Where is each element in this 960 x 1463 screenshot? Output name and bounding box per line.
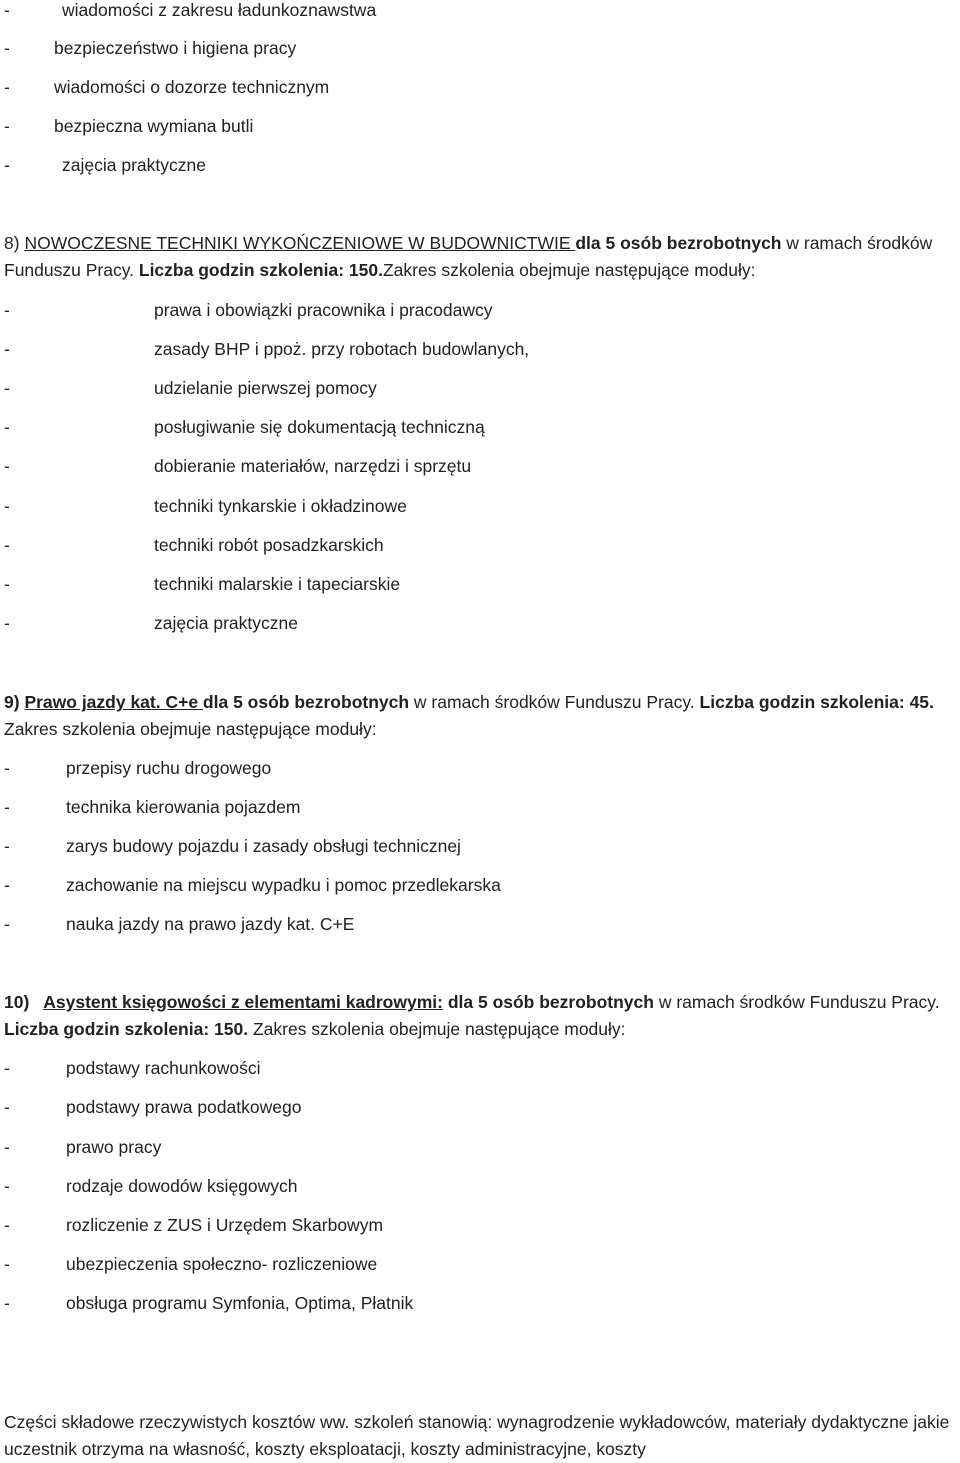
list-bullet: - bbox=[4, 378, 10, 398]
course-hours: Liczba godzin szkolenia: 45. bbox=[699, 692, 934, 712]
list-bullet: - bbox=[4, 1058, 10, 1078]
list-bullet: - bbox=[4, 797, 10, 817]
list-bullet: - bbox=[4, 535, 10, 555]
section-8-heading bbox=[4, 230, 960, 284]
section-9-heading bbox=[4, 689, 960, 743]
list-bullet: - bbox=[4, 0, 10, 20]
list-bullet: - bbox=[4, 1293, 10, 1313]
course-title: Asystent księgowości z elementami kadrowymi: bbox=[43, 992, 443, 1012]
course-scope: Zakres szkolenia obejmuje następujące moduły: bbox=[4, 719, 377, 739]
list-item: obsługa programu Symfonia, Optima, Płatnik bbox=[66, 1293, 414, 1313]
course-scope: Zakres szkolenia obejmuje następujące moduły: bbox=[248, 1019, 626, 1039]
course-target: dla 5 osób bezrobotnych bbox=[442, 992, 654, 1012]
course-scope: Zakres szkolenia obejmuje następujące moduły: bbox=[382, 260, 756, 280]
list-bullet: - bbox=[4, 836, 10, 856]
course-funding: w ramach środków Funduszu Pracy. bbox=[4, 233, 933, 280]
list-item: zachowanie na miejscu wypadku i pomoc przedlekarska bbox=[66, 875, 501, 895]
section-number: 10) bbox=[4, 992, 44, 1012]
list-bullet: - bbox=[4, 1215, 10, 1235]
list-item: dobieranie materiałów, narzędzi i sprzętu bbox=[154, 456, 472, 476]
list-item: nauka jazdy na prawo jazdy kat. C+E bbox=[66, 914, 355, 934]
list-item: ubezpieczenia społeczno- rozliczeniowe bbox=[66, 1254, 378, 1274]
list-bullet: - bbox=[4, 300, 10, 320]
list-item: udzielanie pierwszej pomocy bbox=[154, 378, 377, 398]
list-item: wiadomości o dozorze technicznym bbox=[54, 77, 330, 97]
list-item: zasady BHP i ppoż. przy robotach budowlanych, bbox=[154, 339, 530, 359]
section-10-heading bbox=[4, 989, 960, 1043]
course-funding: w ramach środków Funduszu Pracy. bbox=[653, 992, 940, 1012]
list-bullet: - bbox=[4, 339, 10, 359]
list-bullet: - bbox=[4, 574, 10, 594]
list-item: bezpieczna wymiana butli bbox=[54, 116, 254, 136]
course-funding: w ramach środków Funduszu Pracy. bbox=[409, 692, 700, 712]
list-item: techniki malarskie i tapeciarskie bbox=[154, 574, 401, 594]
list-bullet: - bbox=[4, 417, 10, 437]
list-item: techniki robót posadzkarskich bbox=[154, 535, 384, 555]
list-item: rodzaje dowodów księgowych bbox=[66, 1176, 298, 1196]
course-title: NOWOCZESNE TECHNIKI WYKOŃCZENIOWE W BUDOWNICTWIE bbox=[24, 233, 576, 253]
section-number: 9) bbox=[4, 692, 25, 712]
list-bullet: - bbox=[4, 1137, 10, 1157]
list-item: zajęcia praktyczne bbox=[62, 155, 206, 175]
list-item: podstawy rachunkowości bbox=[66, 1058, 261, 1078]
course-hours: Liczba godzin szkolenia: 150. bbox=[138, 260, 383, 280]
list-item: przepisy ruchu drogowego bbox=[66, 758, 272, 778]
list-bullet: - bbox=[4, 1097, 10, 1117]
list-item: posługiwanie się dokumentacją techniczną bbox=[154, 417, 485, 437]
list-item: rozliczenie z ZUS i Urzędem Skarbowym bbox=[66, 1215, 384, 1235]
list-bullet: - bbox=[4, 77, 10, 97]
list-bullet: - bbox=[4, 1176, 10, 1196]
list-bullet: - bbox=[4, 1254, 10, 1274]
list-item: prawa i obowiązki pracownika i pracodawcy bbox=[154, 300, 493, 320]
section-number: 8) bbox=[4, 233, 20, 253]
list-item: techniki tynkarskie i okładzinowe bbox=[154, 496, 407, 516]
list-item: wiadomości z zakresu ładunkoznawstwa bbox=[62, 0, 377, 20]
list-item: technika kierowania pojazdem bbox=[66, 797, 301, 817]
list-bullet: - bbox=[4, 914, 10, 934]
list-item: podstawy prawa podatkowego bbox=[66, 1097, 302, 1117]
course-hours: Liczba godzin szkolenia: 150. bbox=[4, 1019, 249, 1039]
list-bullet: - bbox=[4, 38, 10, 58]
list-item: zarys budowy pojazdu i zasady obsługi technicznej bbox=[66, 836, 461, 856]
list-bullet: - bbox=[4, 613, 10, 633]
list-bullet: - bbox=[4, 116, 10, 136]
course-title: Prawo jazdy kat. C+e bbox=[24, 692, 203, 712]
list-bullet: - bbox=[4, 496, 10, 516]
list-bullet: - bbox=[4, 875, 10, 895]
costs-paragraph: Części składowe rzeczywistych kosztów ww. szkoleń stanowią: wynagrodzenie wykładowców, materiały dydaktyczne jakie uczestnik otrzyma na własność, koszty eksploatacji, koszty administracyjne, koszty bbox=[4, 1412, 950, 1459]
list-bullet: - bbox=[4, 155, 10, 175]
list-item: zajęcia praktyczne bbox=[154, 613, 298, 633]
list-bullet: - bbox=[4, 456, 10, 476]
list-bullet: - bbox=[4, 758, 10, 778]
course-target: dla 5 osób bezrobotnych bbox=[575, 233, 782, 253]
list-item: prawo pracy bbox=[66, 1137, 162, 1157]
list-item: bezpieczeństwo i higiena pracy bbox=[54, 38, 297, 58]
course-target: dla 5 osób bezrobotnych bbox=[202, 692, 410, 712]
